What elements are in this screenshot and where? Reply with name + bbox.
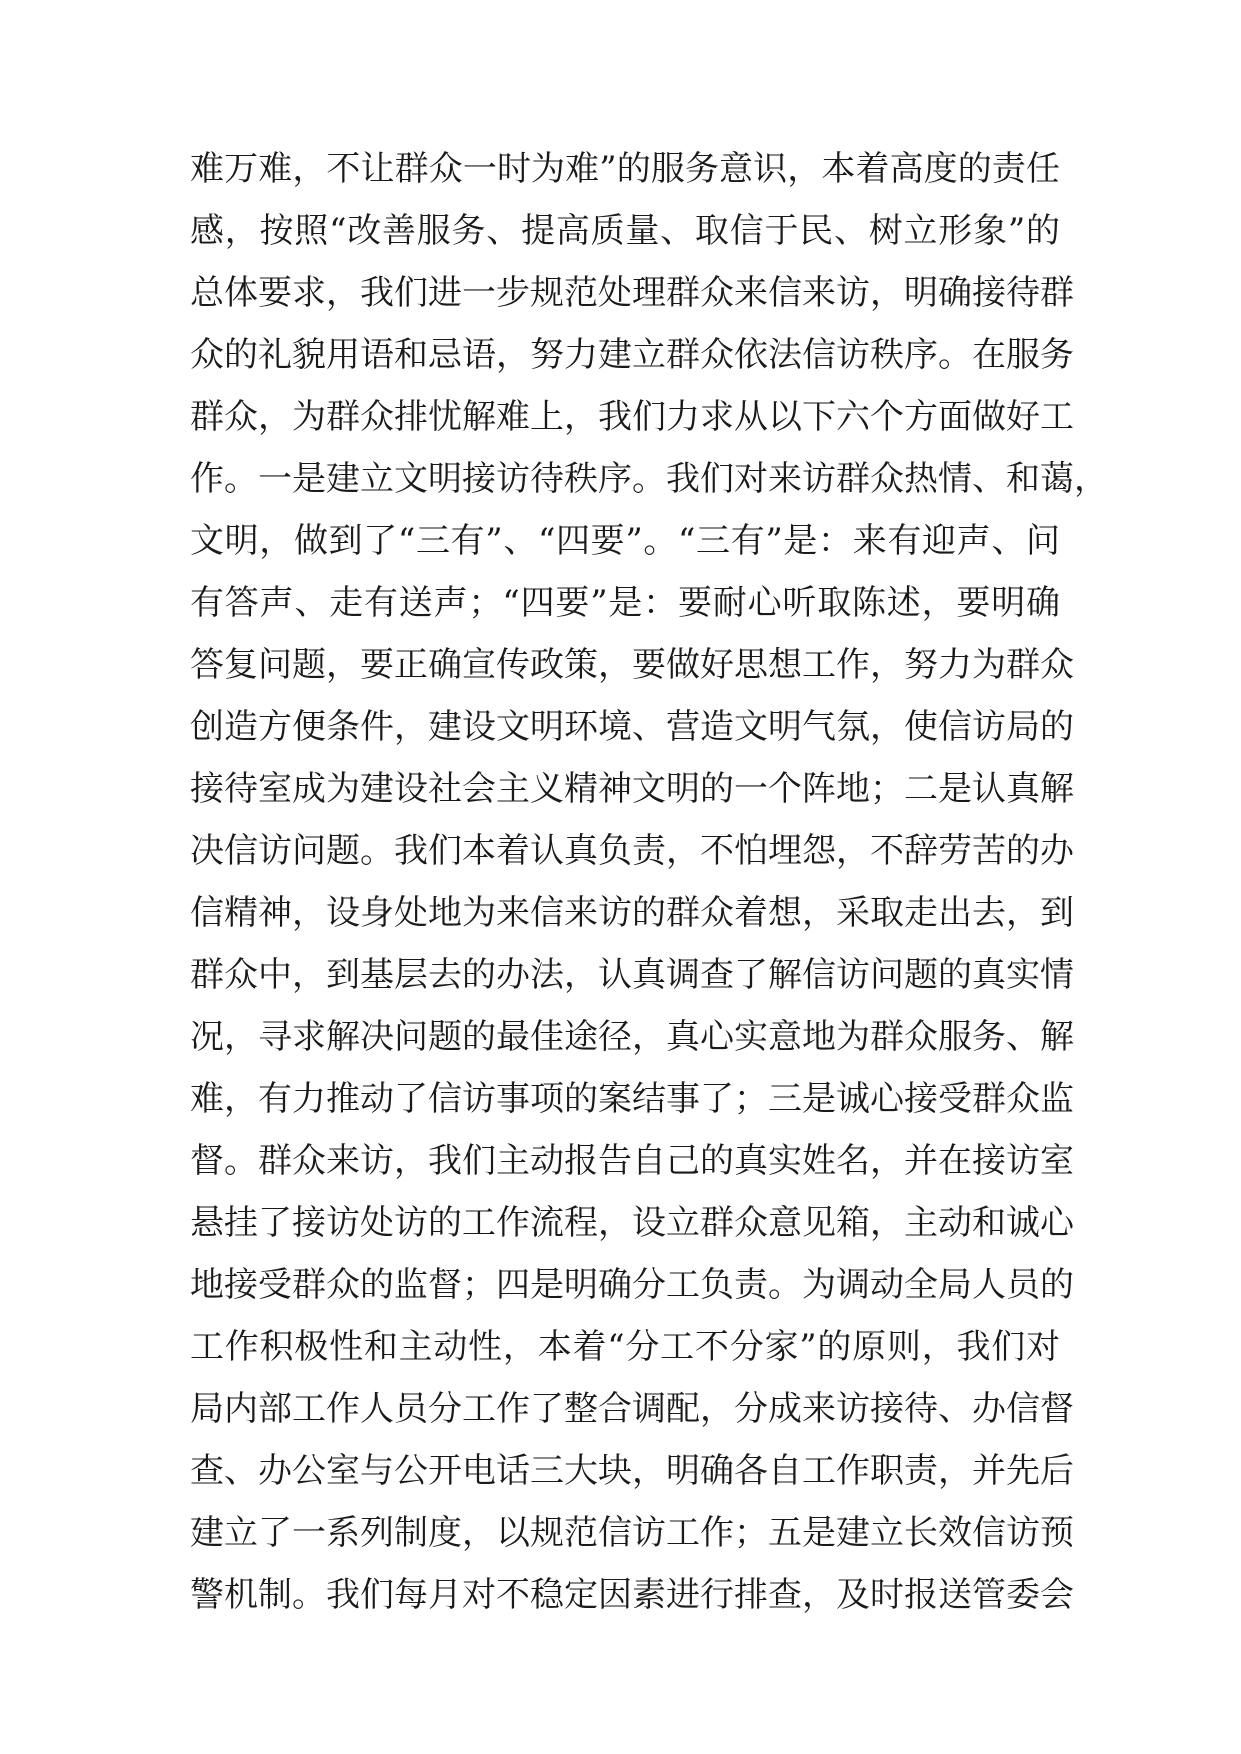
text-line: 感，按照“改善服务、提高质量、取信于民、树立形象”的 <box>190 211 1060 251</box>
text-line: 决信访问题。我们本着认真负责，不怕埋怨，不辞劳苦的办 <box>190 831 1074 871</box>
text-line: 接待室成为建设社会主义精神文明的一个阵地；二是认真解 <box>190 769 1074 809</box>
text-line: 创造方便条件，建设文明环境、营造文明气氛，使信访局的 <box>190 707 1074 747</box>
text-line: 群众，为群众排忧解难上，我们力求从以下六个方面做好工 <box>190 397 1074 437</box>
text-line: 警机制。我们每月对不稳定因素进行排查，及时报送管委会 <box>190 1575 1074 1615</box>
text-line: 文明，做到了“三有”、“四要”。“三有”是：来有迎声、问 <box>190 521 1060 561</box>
text-line: 况，寻求解决问题的最佳途径，真心实意地为群众服务、解 <box>190 1017 1074 1057</box>
text-line: 总体要求，我们进一步规范处理群众来信来访，明确接待群 <box>190 273 1074 313</box>
text-line: 作。一是建立文明接访待秩序。我们对来访群众热情、和蔼， <box>190 459 1108 499</box>
text-line: 有答声、走有送声；“四要”是：要耐心听取陈述，要明确 <box>190 583 1060 623</box>
text-line: 地接受群众的监督；四是明确分工负责。为调动全局人员的 <box>190 1265 1074 1305</box>
text-line: 局内部工作人员分工作了整合调配，分成来访接待、办信督 <box>190 1389 1074 1429</box>
text-line: 难万难，不让群众一时为难”的服务意识，本着高度的责任 <box>190 149 1060 189</box>
text-line: 难，有力推动了信访事项的案结事了；三是诚心接受群众监 <box>190 1079 1074 1119</box>
text-line: 工作积极性和主动性，本着“分工不分家”的原则，我们对 <box>190 1327 1060 1367</box>
text-line: 信精神，设身处地为来信来访的群众着想，采取走出去，到 <box>190 893 1074 933</box>
text-line: 群众中，到基层去的办法，认真调查了解信访问题的真实情 <box>190 955 1074 995</box>
text-line: 建立了一系列制度，以规范信访工作；五是建立长效信访预 <box>190 1513 1074 1553</box>
text-line: 悬挂了接访处访的工作流程，设立群众意见箱，主动和诚心 <box>190 1203 1074 1243</box>
text-line: 众的礼貌用语和忌语，努力建立群众依法信访秩序。在服务 <box>190 335 1074 375</box>
text-line: 督。群众来访，我们主动报告自己的真实姓名，并在接访室 <box>190 1141 1074 1181</box>
text-line: 查、办公室与公开电话三大块，明确各自工作职责，并先后 <box>190 1451 1074 1491</box>
text-line: 答复问题，要正确宣传政策，要做好思想工作，努力为群众 <box>190 645 1074 685</box>
body-paragraph <box>190 138 1108 1626</box>
